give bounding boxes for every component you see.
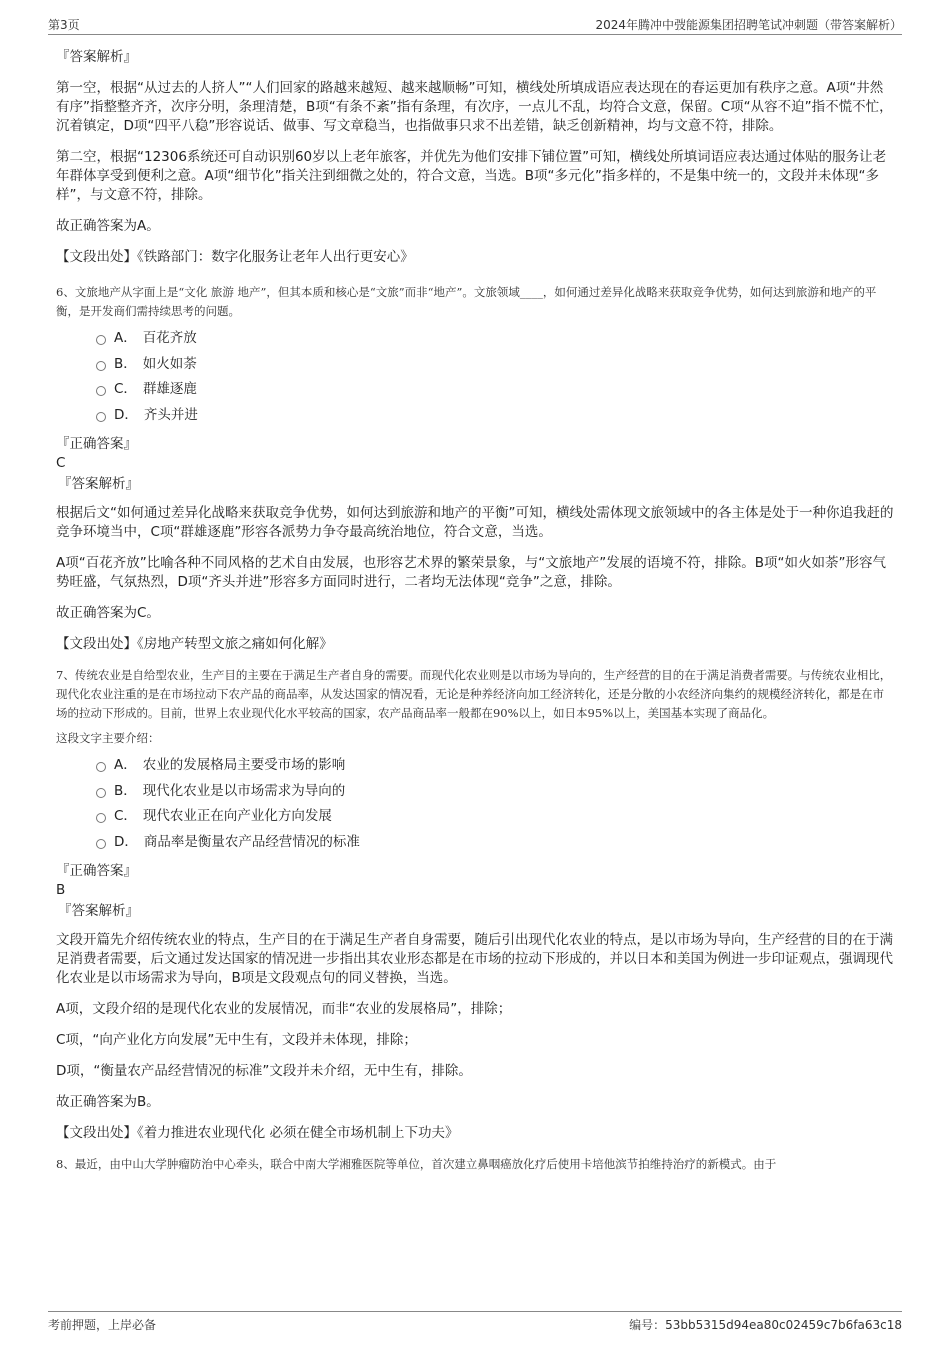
analysis-paragraph: 根据后文“如何通过差异化战略来获取竞争优势，如何达到旅游和地产的平衡”可知，横线处需体现文旅领域中的各主体是处于一种你追我赶的竞争环境当中，C项“群雄逐鹿”形容各派势力争夺最高统治地位，符合文意，当选。: [56, 505, 894, 540]
source-citation: 【文段出处】《着力推进农业现代化 必须在健全市场机制上下功夫》: [56, 1125, 459, 1141]
question-7-prompt: 这段文字主要介绍：: [56, 731, 160, 745]
document-body: [56, 48, 894, 1180]
answer-statement: 故正确答案为B。: [56, 1094, 160, 1110]
question-7: 7、传统农业是自给型农业，生产目的主要在于满足生产者自身的需要。而现代化农业则是以市场为导向的，生产经营的目的在于满足消费者需要。与传统农业相比，现代化农业注重的是在市场拉动下农产品的商品率，从发达国家的情况看，无论是种养经济向加工经济转化，还是分散的小农经济向集约的规模经济转化，都是在市场的拉动下形成的。目前，世界上农业现代化水平较高的国家，农产品商品率一般都在90%以上，如日本95%以上，美国基本实现了商品化。: [56, 668, 892, 720]
question-6: 6、文旅地产从字面上是“文化 旅游 地产”，但其本质和核心是“文旅”而非“地产”。文旅领域____，如何通过差异化战略来获取竞争优势，如何达到旅游和地产的平衡，是开发商们需持续思考的问题。: [56, 285, 877, 318]
page-number: 第3页: [48, 18, 80, 32]
analysis-heading: 『答案解析』: [58, 476, 139, 492]
radio-button[interactable]: [96, 335, 106, 345]
document-id: 编号：53bb5315d94ea80c02459c7b6fa63c18: [629, 1318, 902, 1332]
option-a[interactable]: A． 农业的发展格局主要受市场的影响: [96, 756, 894, 782]
radio-button[interactable]: [96, 762, 106, 772]
radio-button[interactable]: [96, 788, 106, 798]
answer-statement: 故正确答案为C。: [56, 605, 160, 621]
option-c[interactable]: C． 群雄逐鹿: [96, 380, 894, 406]
question-8: 8、最近，由中山大学肿瘤防治中心牵头，联合中南大学湘雅医院等单位，首次建立鼻咽癌放化疗后使用卡培他滨节拍维持治疗的新模式。由于: [56, 1157, 777, 1171]
option-b[interactable]: B． 现代化农业是以市场需求为导向的: [96, 782, 894, 808]
analysis-paragraph: A项，文段介绍的是现代化农业的发展情况，而非“农业的发展格局”，排除；: [56, 1001, 512, 1017]
option-a[interactable]: A． 百花齐放: [96, 329, 894, 355]
correct-answer: C: [56, 455, 66, 471]
correct-answer-heading: 『正确答案』: [56, 863, 137, 879]
correct-answer-heading: 『正确答案』: [56, 436, 137, 452]
analysis-paragraph: C项，“向产业化方向发展”无中生有，文段并未体现，排除；: [56, 1032, 417, 1048]
radio-button[interactable]: [96, 813, 106, 823]
source-citation: 【文段出处】《房地产转型文旅之痛如何化解》: [56, 636, 333, 652]
radio-button[interactable]: [96, 361, 106, 371]
page-footer: [48, 1311, 902, 1334]
question-7-options: [96, 756, 894, 858]
radio-button[interactable]: [96, 839, 106, 849]
question-6-options: [96, 329, 894, 431]
analysis-paragraph: 第一空，根据“从过去的人挤人”“人们回家的路越来越短、越来越顺畅”可知，横线处所填成语应表达现在的春运更加有秩序之意。A项“井然有序”指整整齐齐，次序分明，条理清楚，B项“有条不紊”指有条理，有次序，一点儿不乱，均符合文意，保留。C项“从容不迫”指不慌不忙，沉着镇定，D项“四平八稳”形容说话、做事、写文章稳当，也指做事只求不出差错，缺乏创新精神，均与文意不符，排除。: [56, 80, 893, 134]
analysis-paragraph: 第二空，根据“12306系统还可自动识别60岁以上老年旅客，并优先为他们安排下铺位置”可知，横线处所填词语应表达通过体贴的服务让老年群体享受到便利之意。A项“细节化”指关注到细微之处的，符合文意，当选。B项“多元化”指多样的，不是集中统一的，文段并未体现“多样”，与文意不符，排除。: [56, 149, 887, 203]
analysis-heading: 『答案解析』: [56, 49, 137, 65]
document-title: 2024年腾冲中弢能源集团招聘笔试冲刺题（带答案解析）: [595, 18, 902, 32]
radio-button[interactable]: [96, 412, 106, 422]
footer-slogan: 考前押题，上岸必备: [48, 1318, 157, 1332]
radio-button[interactable]: [96, 386, 106, 396]
option-c[interactable]: C． 现代农业正在向产业化方向发展: [96, 807, 894, 833]
analysis-heading: 『答案解析』: [58, 903, 139, 919]
correct-answer: B: [56, 882, 66, 898]
option-b[interactable]: B． 如火如荼: [96, 355, 894, 381]
option-d[interactable]: D． 商品率是衡量农产品经营情况的标准: [96, 833, 894, 859]
option-d[interactable]: D． 齐头并进: [96, 406, 894, 432]
page-header: [48, 14, 902, 35]
analysis-paragraph: 文段开篇先介绍传统农业的特点，生产目的在于满足生产者自身需要，随后引出现代化农业的特点，是以市场为导向，生产经营的目的在于满足消费者需要，后文通过发达国家的情况进一步指出其农业形态都是在市场的拉动下形成的，并以日本和美国为例进一步印证观点，强调现代化农业是以市场需求为导向，B项是文段观点句的同义替换，当选。: [56, 932, 893, 986]
analysis-paragraph: A项“百花齐放”比喻各种不同风格的艺术自由发展，也形容艺术界的繁荣景象，与“文旅地产”发展的语境不符，排除。B项“如火如荼”形容气势旺盛，气氛热烈，D项“齐头并进”形容多方面同时进行，二者均无法体现“竞争”之意，排除。: [56, 555, 886, 590]
source-citation: 【文段出处】《铁路部门：数字化服务让老年人出行更安心》: [56, 249, 414, 265]
analysis-paragraph: D项，“衡量农产品经营情况的标准”文段并未介绍，无中生有，排除。: [56, 1063, 472, 1079]
answer-statement: 故正确答案为A。: [56, 218, 160, 234]
